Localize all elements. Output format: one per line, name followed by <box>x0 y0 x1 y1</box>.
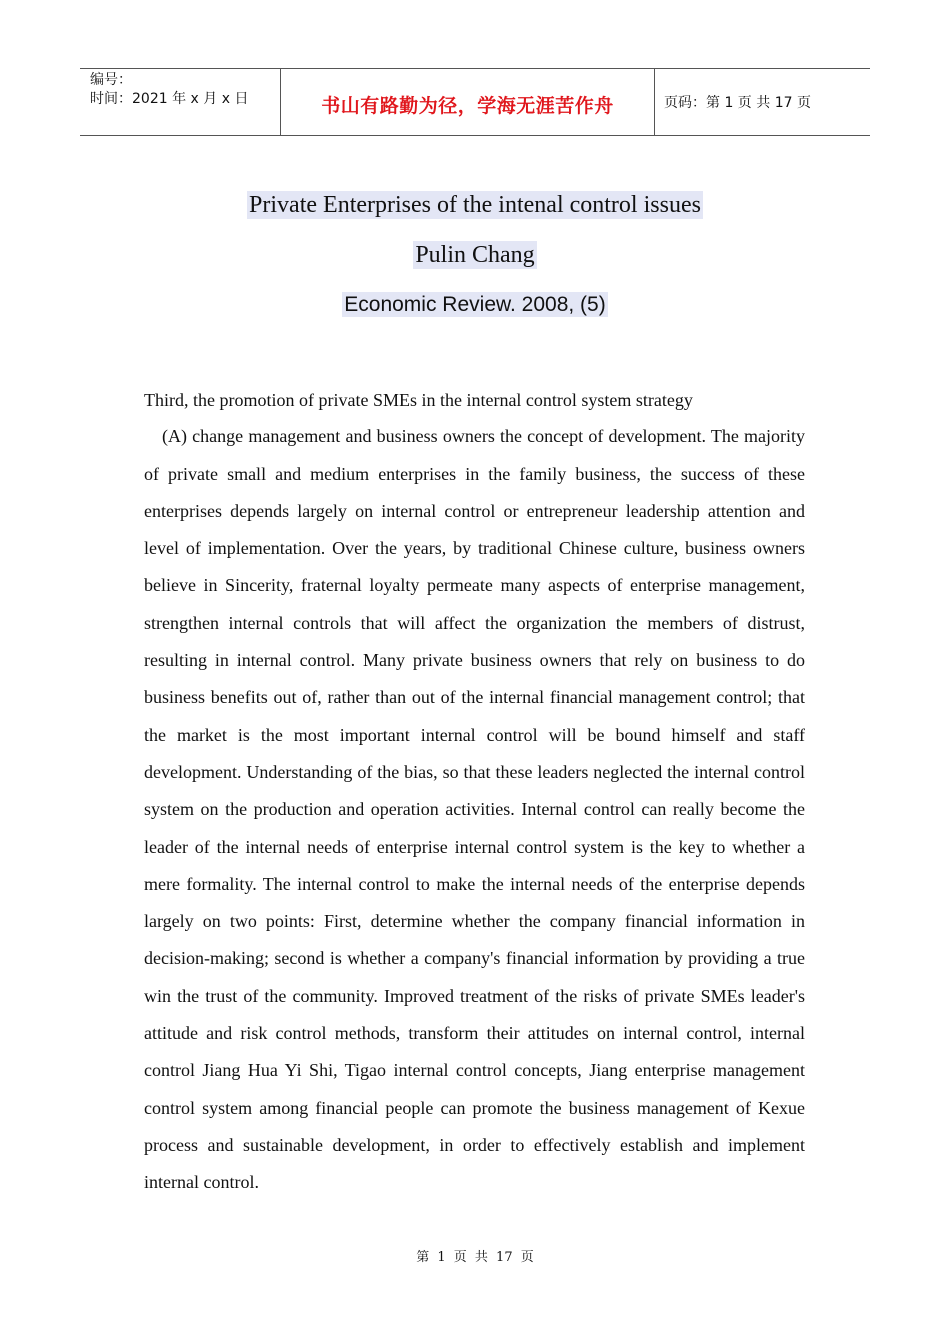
time-label: 时间：2021 年 x 月 x 日 <box>90 91 249 107</box>
source-line <box>0 293 950 317</box>
document-body <box>144 382 805 1202</box>
header-motto-cell <box>281 69 655 135</box>
footer-page-number: 第 1 页 共 17 页 <box>416 1250 534 1265</box>
header-page-info: 页码：第 1 页 共 17 页 <box>664 95 811 111</box>
section-heading: Third, the promotion of private SMEs in the internal control system strategy <box>144 390 693 410</box>
author-line <box>0 242 950 269</box>
motto-text: 书山有路勤为径，学海无涯苦作舟 <box>321 94 614 117</box>
header-page-cell <box>655 69 870 135</box>
document-title: Private Enterprises of the intenal control issues <box>249 192 701 218</box>
document-source: Economic Review. 2008, (5) <box>344 293 606 316</box>
page-footer <box>0 1246 950 1265</box>
number-label: 编号： <box>90 72 132 88</box>
document-author: Pulin Chang <box>415 242 535 268</box>
body-paragraph: (A) change management and business owners the concept of development. The majority of private small and medium enterprises in the family business, the success of these enterprises depends largely on internal control or entrepreneur leadership attention and level of implementation. Over the years, by traditional Chinese culture, business owners believe in Sincerity, fraternal loyalty permeate many aspects of enterprise management, strengthen internal controls that will affect the organization the members of distrust, resulting in internal control. Many private business owners that rely on business to do business benefits out of, rather than out of the internal financial management control; that the market is the most important internal control will be bound himself and staff development. Understanding of the bias, so that these leaders neglected the internal control system on the production and operation activities. Internal control can really become the leader of the internal needs of enterprise internal control system is the key to whether a mere formality. The internal control to make the internal needs of the enterprise depends largely on two points: First, determine whether the company financial information in decision-making; second is whether a company's financial information by providing a true win the trust of the community. Improved treatment of the risks of private SMEs leader's attitude and risk control methods, transform their attitudes on internal control, internal control Jiang Hua Yi Shi, Tigao internal control concepts, Jiang enterprise management control system among financial people can promote the business management of Kexue process and sustainable development, in order to effectively establish and implement internal control. <box>144 426 805 1193</box>
page-header <box>80 68 870 136</box>
header-meta-cell <box>80 69 281 135</box>
document-title-line <box>0 192 950 219</box>
